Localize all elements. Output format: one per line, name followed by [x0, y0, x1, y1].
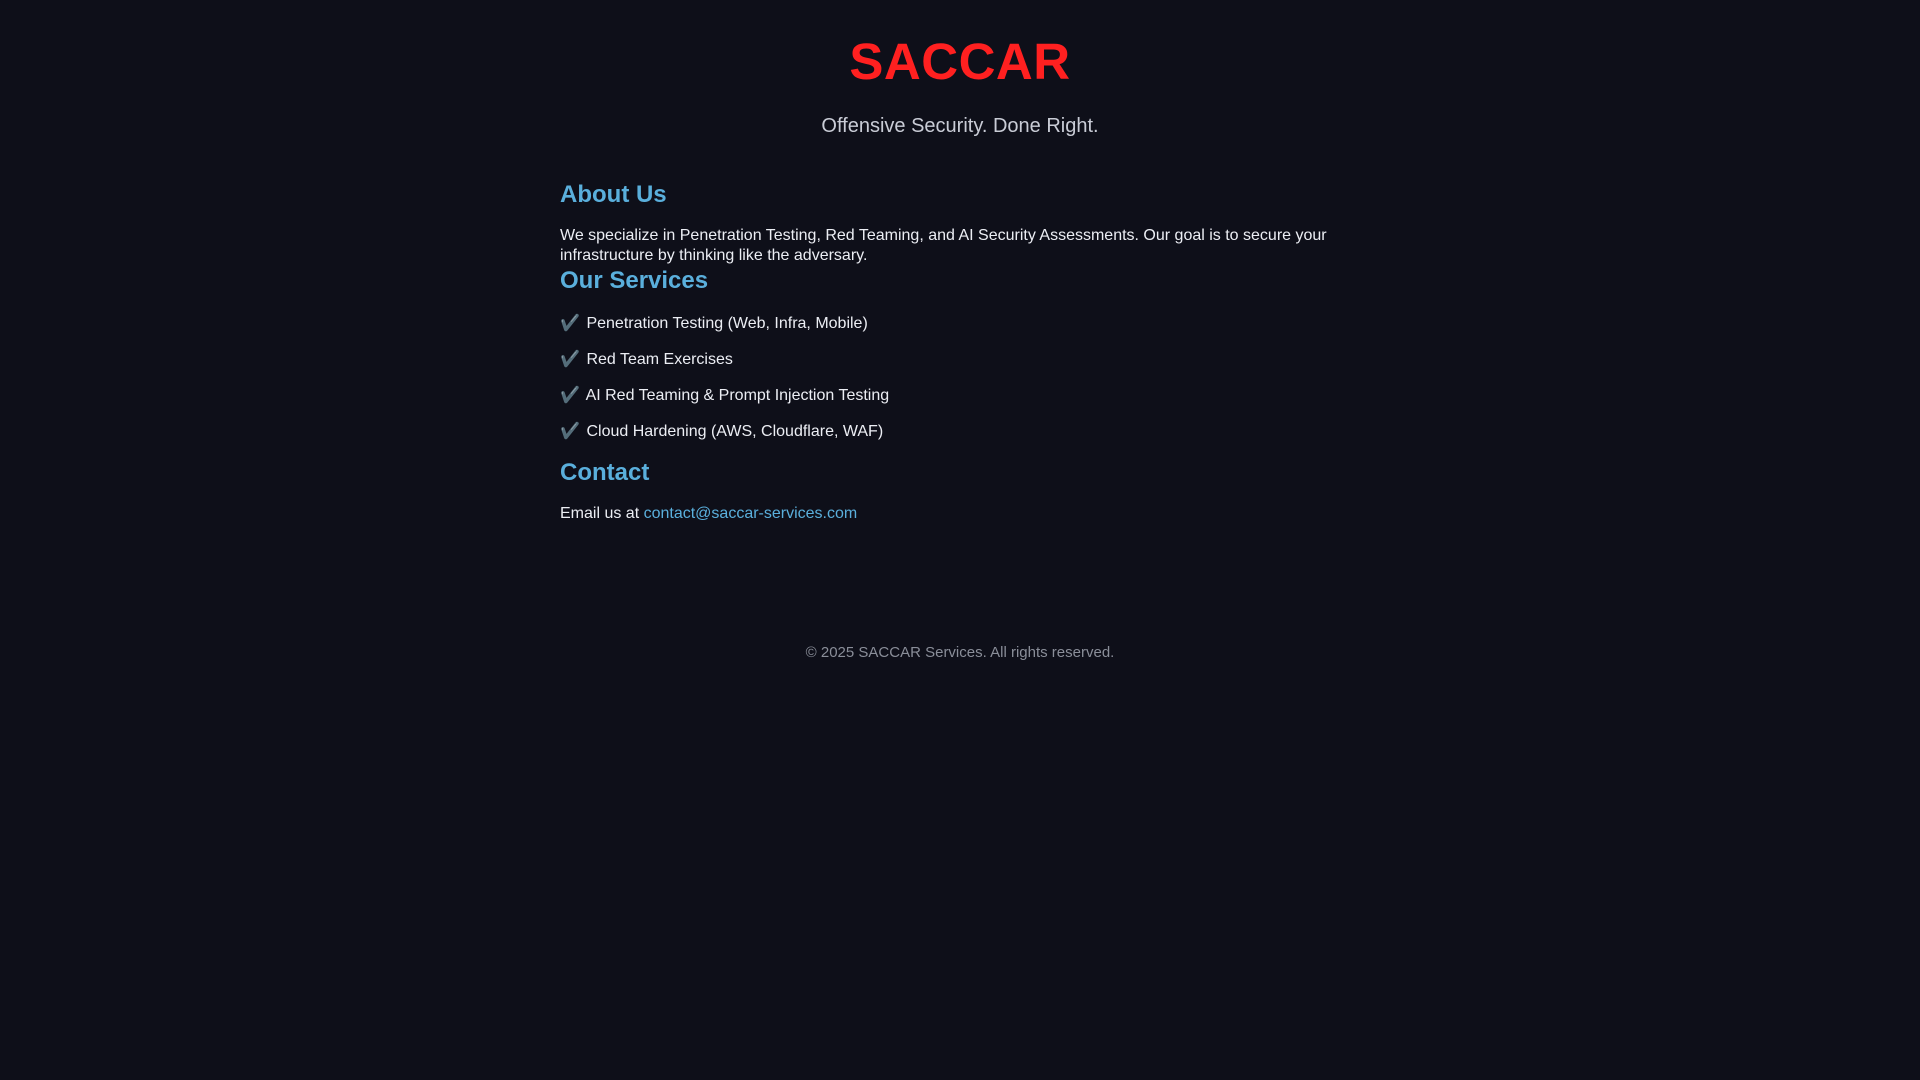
services-title: Our Services	[560, 267, 709, 294]
service-item	[560, 314, 1380, 334]
contact-title: Contact	[560, 459, 650, 486]
contact-email-link[interactable]: contact@saccar-services.com	[643, 505, 858, 522]
about-section	[560, 180, 1380, 266]
checkmark-icon: ✔️	[560, 387, 580, 404]
site-header	[0, 0, 1920, 138]
service-label: Red Team Exercises	[586, 351, 733, 368]
service-label: AI Red Teaming & Prompt Injection Testing	[585, 387, 890, 404]
checkmark-icon: ✔️	[560, 351, 580, 368]
services-list	[560, 314, 1380, 442]
about-title: About Us	[560, 181, 667, 208]
contact-line	[560, 504, 1380, 524]
service-label: Cloud Hardening (AWS, Cloudflare, WAF)	[586, 423, 884, 440]
main-content	[560, 180, 1380, 524]
service-item	[560, 422, 1380, 442]
copyright-text: © 2025 SACCAR Services. All rights reserved.	[805, 644, 1115, 661]
site-footer	[0, 643, 1920, 663]
brand-title: SACCAR	[849, 33, 1071, 90]
service-label: Penetration Testing (Web, Infra, Mobile)	[586, 315, 868, 332]
tagline: Offensive Security. Done Right.	[821, 115, 1099, 137]
about-text: We specialize in Penetration Testing, Red Teaming, and AI Security Assessments. Our goal is to secure your infrastructure by thinking like the adversary.	[560, 227, 1327, 264]
services-section	[560, 266, 1380, 442]
contact-section	[560, 458, 1380, 524]
checkmark-icon: ✔️	[560, 315, 580, 332]
contact-prefix: Email us at	[560, 505, 640, 522]
service-item	[560, 386, 1380, 406]
checkmark-icon: ✔️	[560, 423, 580, 440]
service-item	[560, 350, 1380, 370]
